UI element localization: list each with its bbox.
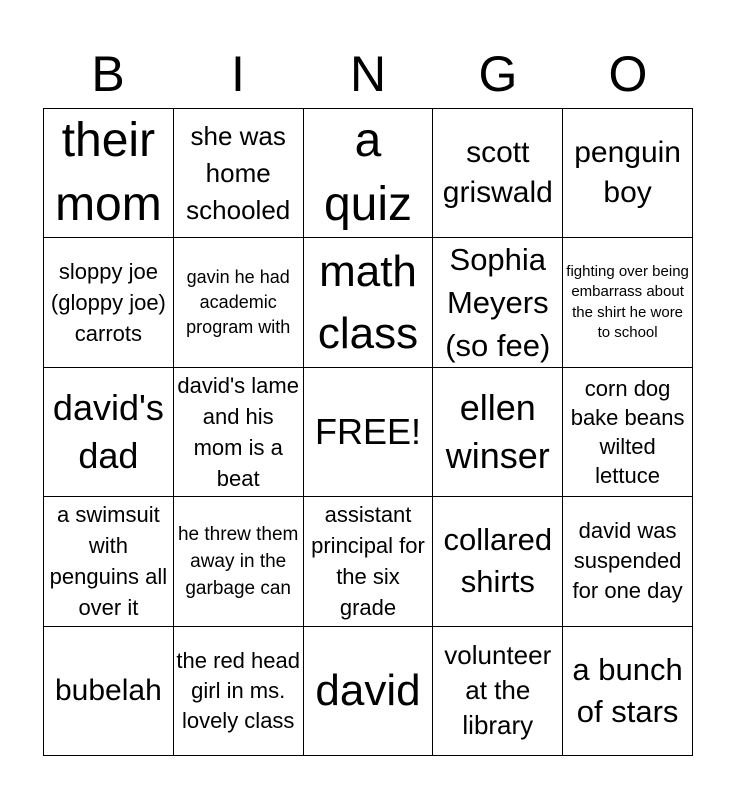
- cell-text: a swimsuit with penguins all over it: [49, 502, 168, 621]
- cell-text: volunteer at the library: [444, 640, 552, 741]
- header-letter-n: N: [349, 46, 387, 102]
- cell-text: david's dad: [52, 386, 164, 476]
- cell-text: math class: [317, 246, 419, 358]
- bingo-card: [43, 108, 693, 756]
- bingo-cell[interactable]: [433, 368, 563, 497]
- bingo-cell[interactable]: [304, 497, 434, 626]
- bingo-cell[interactable]: [563, 368, 693, 497]
- bingo-cell[interactable]: [563, 238, 693, 367]
- cell-text: assistant principal for the six grade: [311, 502, 425, 621]
- bingo-header: [43, 40, 693, 108]
- cell-text: ellen winser: [445, 386, 550, 476]
- bingo-cell[interactable]: [304, 627, 434, 756]
- bingo-cell[interactable]: [433, 627, 563, 756]
- bingo-cell[interactable]: [44, 109, 174, 238]
- bingo-cell[interactable]: [174, 368, 304, 497]
- cell-text: the red head girl in ms. lovely class: [176, 647, 300, 733]
- bingo-cell[interactable]: [174, 497, 304, 626]
- bingo-cell[interactable]: [174, 627, 304, 756]
- cell-text: their mom: [55, 114, 162, 232]
- header-letter-i: I: [231, 46, 245, 102]
- cell-text: she was home schooled: [186, 120, 291, 225]
- bingo-cell[interactable]: [44, 627, 174, 756]
- bingo-cell[interactable]: [563, 497, 693, 626]
- cell-text: FREE!: [314, 410, 421, 452]
- cell-text: sloppy joe (gloppy joe) carrots: [50, 259, 166, 347]
- bingo-cell[interactable]: [304, 368, 434, 497]
- bingo-cell[interactable]: [44, 368, 174, 497]
- bingo-cell[interactable]: [433, 497, 563, 626]
- cell-text: gavin he had academic program with: [186, 267, 291, 338]
- cell-text: bubelah: [55, 673, 162, 707]
- cell-text: he threw them away in the garbage can: [177, 523, 299, 599]
- bingo-cell[interactable]: [563, 627, 693, 756]
- cell-text: Sophia Meyers (so fee): [445, 242, 551, 364]
- bingo-cell[interactable]: [174, 109, 304, 238]
- cell-text: corn dog bake beans wilted lettuce: [570, 375, 685, 488]
- cell-text: david: [315, 665, 421, 715]
- header-letter-o: O: [608, 46, 648, 102]
- cell-text: scott griswald: [442, 136, 553, 210]
- bingo-cell[interactable]: [563, 109, 693, 238]
- bingo-cell[interactable]: [44, 497, 174, 626]
- bingo-cell[interactable]: [304, 109, 434, 238]
- cell-text: a bunch of stars: [572, 651, 683, 729]
- bingo-cell[interactable]: [433, 109, 563, 238]
- cell-text: collared shirts: [443, 522, 553, 600]
- bingo-cell[interactable]: [44, 238, 174, 367]
- bingo-cell[interactable]: [433, 238, 563, 367]
- bingo-cell[interactable]: [304, 238, 434, 367]
- header-letter-g: G: [478, 46, 518, 102]
- cell-text: fighting over being embarrass about the shirt he wore to school: [566, 262, 689, 342]
- cell-text: david's lame and his mom is a beat: [177, 372, 299, 491]
- header-letter-b: B: [91, 46, 125, 102]
- bingo-cell[interactable]: [174, 238, 304, 367]
- cell-text: penguin boy: [574, 136, 681, 210]
- cell-text: a quiz: [323, 114, 413, 232]
- cell-text: david was suspended for one day: [572, 518, 683, 604]
